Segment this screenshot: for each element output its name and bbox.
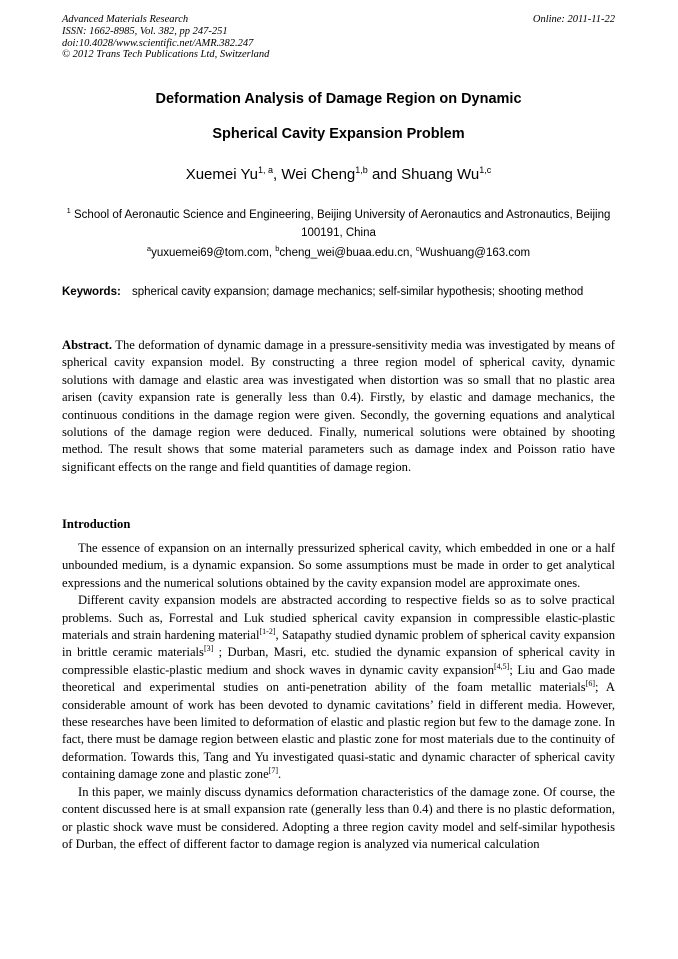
affiliation-text: School of Aeronautic Science and Engineering, Beijing University of Aeronautics and Astronautics, Beijing 100191, China — [70, 208, 611, 239]
abstract-text: The deformation of dynamic damage in a pressure-sensitivity media was investigated by means of spherical cavity expansion model. By constructing a three region model of spherical cavity, dynamic solutions with damage and elastic area was investigated when distortion was so small that no plastic area arisen (cavity expansion rate is generally less than 0.4). Firstly, by elastic and damage mechanics, the continuous conditions in the damage region were given. Secondly, the governing equations and analytical solutions of the damage region were deduced. Finally, numerical solutions were obtained by shooting method. The result shows that some material parameters such as damage index and Poisson ratio have significant effects on the range and field quantities of damage region. — [62, 338, 615, 474]
issn-line: ISSN: 1662-8985, Vol. 382, pp 247-251 — [62, 25, 228, 37]
citation: [3] — [203, 644, 214, 654]
citation: [4,5] — [494, 661, 510, 671]
paper-title-line-1: Deformation Analysis of Damage Region on Dynamic — [155, 91, 522, 107]
paragraph-text: ; Liu and Gao made theoretical and experimental studies on anti-penetration ability of the foam metallic materials — [62, 662, 615, 695]
paragraph-text: . — [278, 767, 282, 782]
author-separator: and — [367, 166, 402, 183]
paper-title-line-2: Spherical Cavity Expansion Problem — [212, 126, 465, 142]
author-name: Xuemei Yu — [185, 166, 258, 183]
abstract-label: Abstract. — [62, 338, 113, 352]
keywords-text: spherical cavity expansion; damage mechanics; self-similar hypothesis; shooting method — [132, 286, 584, 298]
introduction-body — [62, 540, 615, 853]
copyright-line: © 2012 Trans Tech Publications Ltd, Switzerland — [62, 49, 270, 61]
author-affiliation-mark: 1,c — [479, 165, 492, 175]
journal-name: Advanced Materials Research — [62, 14, 189, 25]
author-affiliation-mark: 1,b — [355, 165, 368, 175]
doi-line: doi:10.4028/www.scientific.net/AMR.382.247 — [62, 37, 254, 49]
paragraph — [62, 592, 615, 783]
online-date: Online: 2011-11-22 — [532, 14, 615, 25]
email-mark: b — [275, 244, 280, 253]
author-emails — [62, 244, 615, 259]
keywords-block — [62, 284, 615, 302]
author-list — [62, 165, 615, 183]
affiliation-mark: 1 — [66, 206, 71, 215]
author-name: Shuang Wu — [401, 166, 480, 183]
citation: [6] — [585, 679, 596, 689]
paragraph-text: ; Durban, Masri, etc. studied the dynamic expansion of spherical cavity in compressible elastic-plastic medium and shock waves in dynamic cavity expansion — [62, 645, 615, 677]
affiliation — [62, 202, 615, 242]
section-heading-introduction: Introduction — [62, 517, 131, 531]
email-mark: a — [146, 244, 152, 253]
citation: [7] — [268, 766, 278, 776]
email-address: Wushuang@163.com — [419, 246, 531, 259]
paragraph-text: Different cavity expansion models are abstracted according to respective fields so as to solve practical problems. Such as, Forrestal and Luk studied spherical cavity expansion in compressible elastic-plastic materials and strain hardening material — [62, 593, 615, 643]
paragraph: The essence of expansion on an internally pressurized spherical cavity, which embedded in one or a half unbounded medium, is a dynamic expansion. So some assumptions must be made in order to get analytical expressions and the numerical solutions obtained by the cavity expansion model are approximate ones. — [62, 541, 615, 590]
journal-header — [62, 14, 615, 61]
citation: [1-2] — [259, 626, 276, 636]
author-separator: , — [272, 166, 282, 183]
email-mark: c — [415, 244, 420, 253]
author-name: Wei Cheng — [281, 166, 356, 183]
author-affiliation-mark: 1, a — [257, 165, 273, 175]
abstract — [62, 337, 615, 476]
keywords-label: Keywords: — [62, 286, 121, 298]
email-address: cheng_wei@buaa.edu.cn, — [279, 246, 416, 259]
paragraph: In this paper, we mainly discuss dynamics deformation characteristics of the damage zone. Of course, the content discussed here is at small expansion rate (generally less than 0.4) and there is no plastic deformation, or plastic shock wave must be considered. Adopting a three region cavity model and self-similar hypothesis of Durban, the effect of different factor to damage region is analyzed via numerical calculation — [62, 784, 615, 851]
paragraph-text: ; A considerable amount of work has been devoted to dynamic cavitations’ field in different media. However, these researches have been limited to deformation of elastic and plastic region but few to the damage zone. In fact, there must be damage region between elastic and plastic zone for most materials due to the continuity of deformation. Towards this, Tang and Yu investigated quasi-static and dynamic character of spherical cavity containing damage zone and plastic zone — [62, 680, 615, 782]
email-address: yuxuemei69@tom.com, — [151, 246, 276, 259]
paragraph-text: , Satapathy studied dynamic problem of spherical cavity expansion in brittle ceramic materials — [62, 628, 615, 660]
